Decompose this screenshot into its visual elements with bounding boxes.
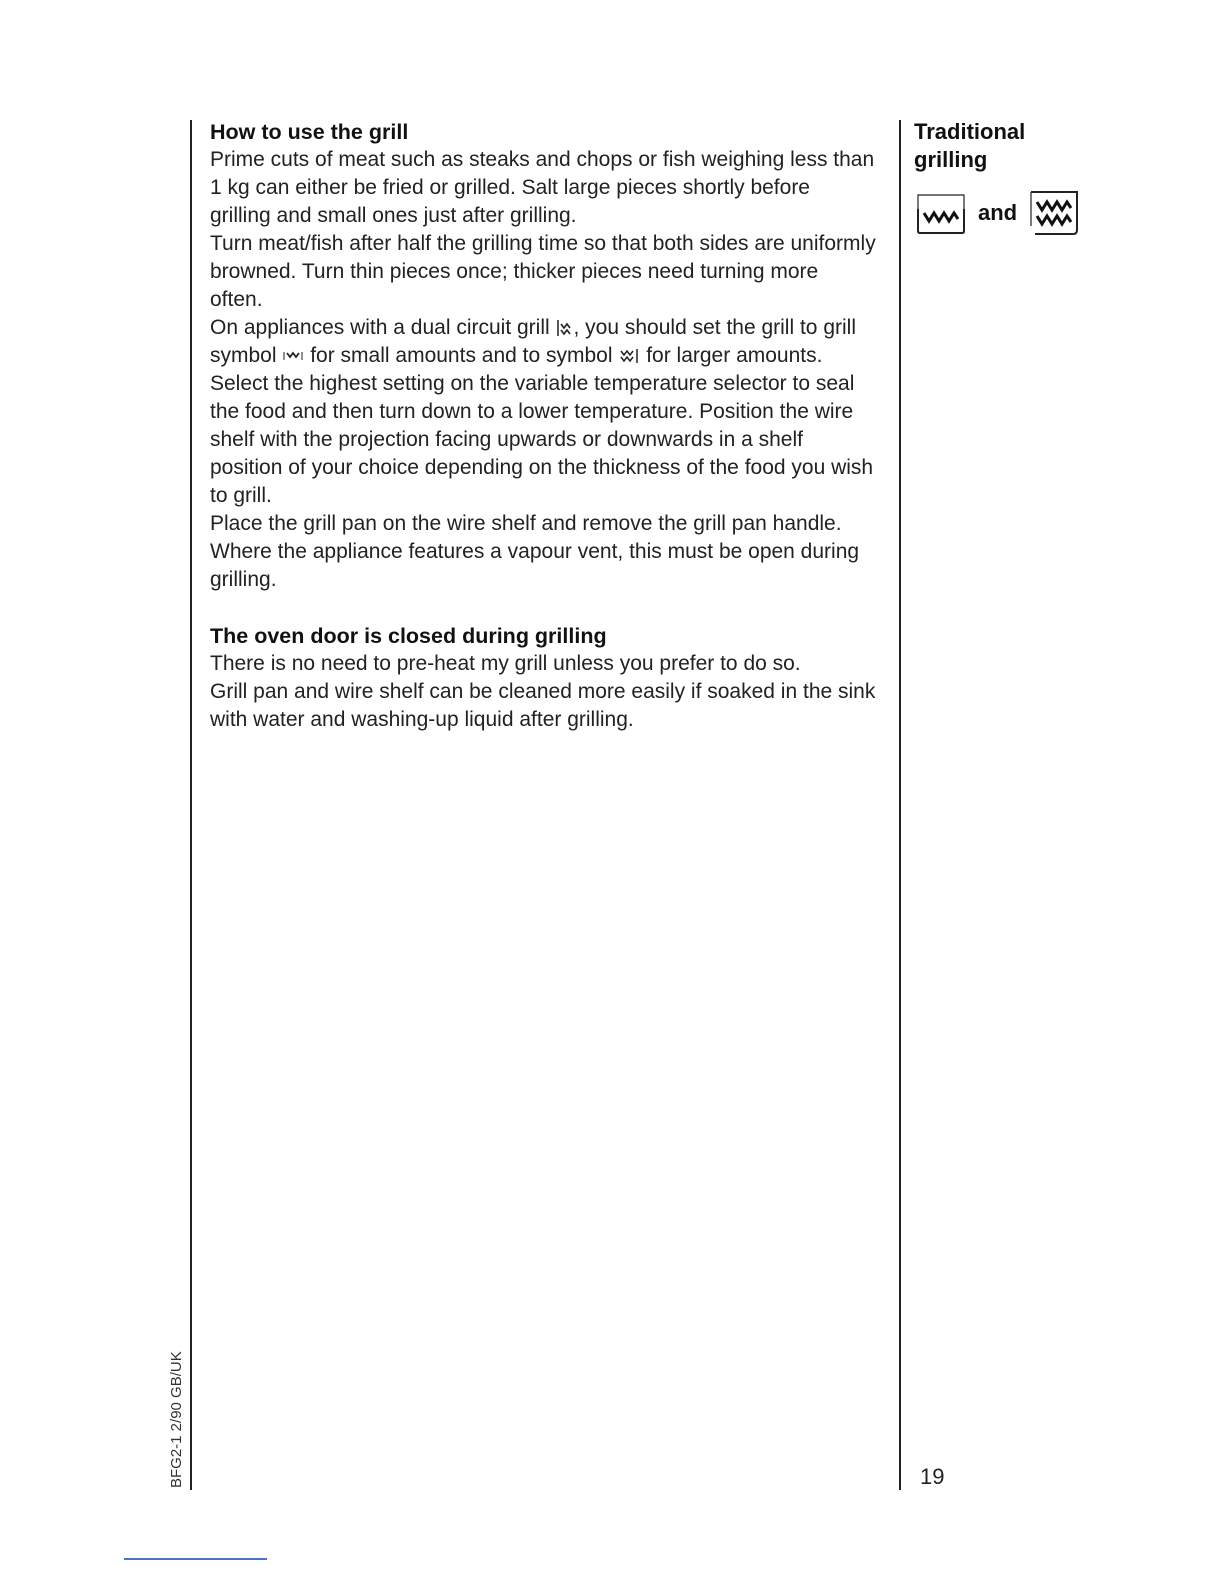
document-code bbox=[148, 1338, 188, 1498]
and-label: and bbox=[978, 200, 1018, 225]
paragraph-grill-pan: Place the grill pan on the wire shelf and remove the grill pan handle. bbox=[210, 512, 842, 535]
document-code-text: BFG2-1 2/90 GB/UK bbox=[168, 1351, 185, 1488]
paragraph-pre-heat: There is no need to pre-heat my grill unless you prefer to do so. bbox=[210, 652, 801, 675]
main-column bbox=[210, 118, 876, 734]
paragraph-select-highest-setting: Select the highest setting on the variable temperature selector to seal the food and then turn down to a lower temperature. Position the wire shelf with the projection facing upwards or downwards in a shelf position of your choice depending on the thickness of the food you wish to grill. bbox=[210, 372, 874, 507]
sidebar-heading-line1: Traditional bbox=[914, 119, 1026, 144]
paragraph-turn-meat: Turn meat/fish after half the grilling time so that both sides are uniformly browned. Turn thin pieces once; thicker pieces need turning more often. bbox=[210, 232, 876, 311]
page-number: 19 bbox=[920, 1464, 945, 1489]
section-gap bbox=[210, 594, 876, 622]
left-margin-rule bbox=[190, 120, 192, 1490]
sidebar-heading-line2: grilling bbox=[914, 147, 988, 172]
double-grill-symbol-icon bbox=[618, 346, 640, 366]
paragraph-prime-cuts: Prime cuts of meat such as steaks and chops or fish weighing less than 1 kg can either be fried or grilled. Salt large pieces shortly before grilling and small ones just after grilling. bbox=[210, 148, 875, 227]
section-title-how-to-use-grill: How to use the grill bbox=[210, 120, 409, 144]
dual-grill-symbol-icon bbox=[556, 318, 574, 338]
right-column-rule bbox=[899, 120, 901, 1490]
paragraph-dual-circuit bbox=[210, 314, 876, 370]
dual-text-3: for small amounts and to symbol bbox=[310, 344, 613, 367]
paragraph-cleaning: Grill pan and wire shelf can be cleaned more easily if soaked in the sink with water and washing-up liquid after grilling. bbox=[210, 680, 876, 731]
dual-text-2: , you should set the grill to grill symbol bbox=[210, 316, 856, 367]
sidebar bbox=[914, 118, 1104, 240]
dual-grill-icon bbox=[1027, 186, 1081, 240]
grill-symbols-row bbox=[914, 186, 1104, 240]
single-grill-icon bbox=[914, 191, 968, 235]
footer-line bbox=[124, 1558, 267, 1560]
dual-text-1: On appliances with a dual circuit grill bbox=[210, 316, 550, 339]
single-grill-symbol-icon bbox=[282, 346, 304, 366]
dual-text-4: for larger amounts. bbox=[646, 344, 823, 367]
section-title-oven-door: The oven door is closed during grilling bbox=[210, 624, 607, 648]
paragraph-vapour-vent: Where the appliance features a vapour vent, this must be open during grilling. bbox=[210, 540, 860, 591]
